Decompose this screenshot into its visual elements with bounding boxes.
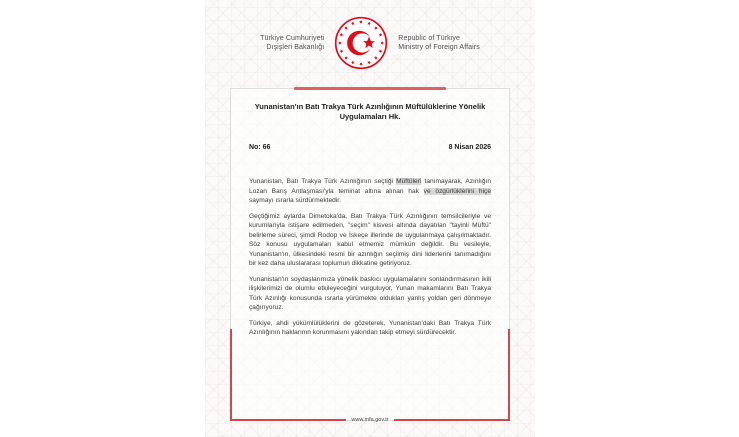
ministry-name-en-line2: Ministry of Foreign Affairs (398, 44, 480, 51)
ministry-name-turkish (260, 34, 324, 52)
highlighted-text: Müftüleri (396, 178, 422, 185)
document-date: 8 Nisan 2026 (448, 144, 491, 151)
footer-url: www.mfa.gov.tr (351, 417, 389, 423)
card-footer (230, 416, 510, 424)
document-title: Yunanistan'ın Batı Trakya Türk Azınlığının Müftülüklerine Yönelik Uygulamaları Hk. (254, 102, 486, 121)
text-segment: Yunanistan'ın soydaşlarımıza yönelik baskıcı uygulamalarını sonlandırmasının ikili ilişkilerimizi de olumlu etkileyeceğini vurguluyor, Yunan makamlarını Batı Trakya Türk Azınlığı konusunda ısrarla yürümekte oldukları yanlış yoldan geri dönmeye çağırıyoruz. (249, 275, 491, 311)
document-body (249, 177, 491, 338)
pattern-background (205, 0, 535, 437)
paragraph (249, 319, 491, 338)
bottom-right-red-border (508, 329, 510, 421)
text-segment: tanımayarak, Azınlığın Lozan Barış Antlaşması'yla teminat altına alınan hak (249, 178, 491, 195)
text-segment: Türkiye, ahdi yükümlülüklerini de gözeterek, Yunanistan'daki Batı Trakya Türk Azınlığının haklarının korunmasını yakından takip etmeyi sürdürecektir. (249, 319, 491, 336)
paragraph (249, 177, 491, 206)
ministry-name-english (398, 34, 480, 52)
ministry-name-tr-line1: Türkiye Cumhuriyeti (260, 35, 325, 42)
document-number: No: 66 (249, 144, 271, 151)
highlighted-text: ve özgürlüklerini hiçe (423, 187, 491, 195)
text-segment: Yunanistan, Batı Trakya Türk Azınlığının seçtiği (249, 178, 397, 185)
top-accent-bar (294, 87, 446, 90)
footer-red-line-left (230, 419, 346, 421)
text-segment: Geçtiğimiz aylarda Dimetoka'da, Batı Trakya Türk Azınlığının temsilcileriyle ve kurumlarıyla istişare edilmeden, "seçim" kisvesi altında dayatılan "tayinli Müftü" belirleme süreci, şimdi Rodop ve İskeçe illerinde de uygulanmaya çalışılmaktadır. Söz konusu uygulamaları kabul etmemiz mümkün değildir. Bu vesileyle, Yunanistan'ın, ülkesindeki resmi bir azınlığın seçilmiş dini liderlerini tanımadığını bir kez daha uluslararası toplumun dikkatine getiriyoruz. (249, 212, 491, 267)
document-card (230, 88, 510, 421)
ministry-name-tr-line2: Dışişleri Bakanlığı (266, 44, 325, 51)
bottom-left-red-border (230, 329, 232, 421)
footer-red-line-right (394, 419, 510, 421)
letterhead (205, 16, 535, 70)
mfa-emblem-icon (334, 16, 388, 70)
paragraph (249, 275, 491, 313)
text-segment: saymayı ısrarla sürdürmektedir. (249, 197, 341, 204)
ministry-name-en-line1: Republic of Türkiye (398, 35, 460, 42)
paragraph (249, 212, 491, 269)
document-meta (249, 144, 491, 151)
